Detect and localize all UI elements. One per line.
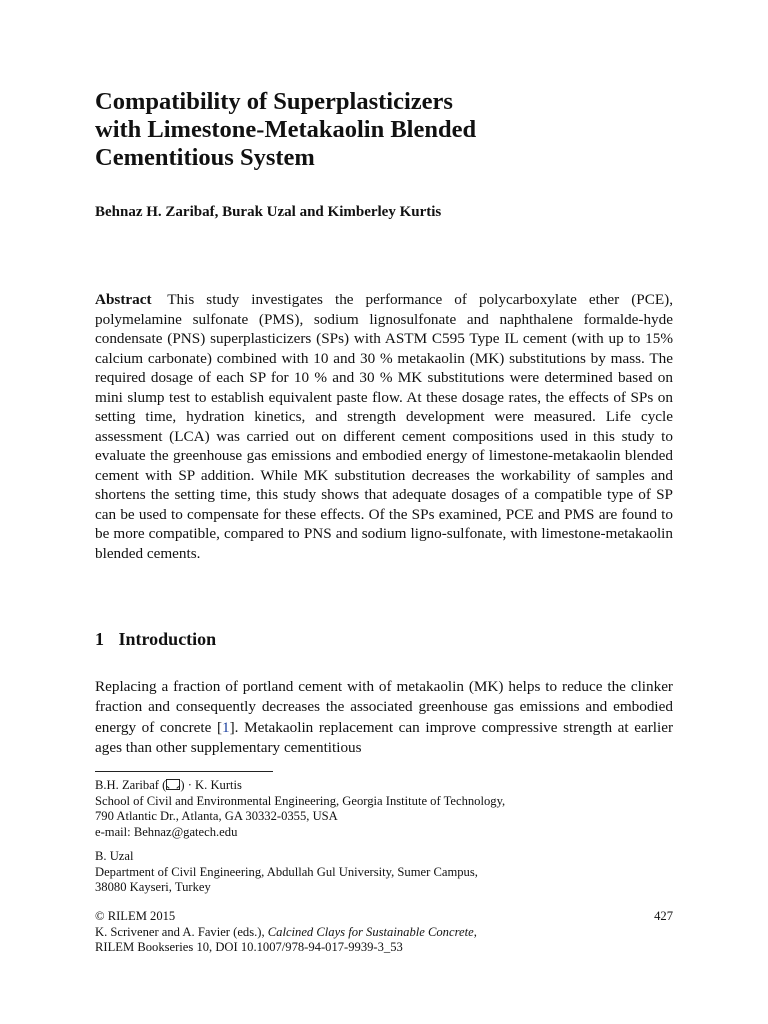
abstract-label: Abstract <box>95 291 152 308</box>
affiliation-1-department: School of Civil and Environmental Engineering, Georgia Institute of Technology, <box>95 793 506 808</box>
affiliation-block-2 <box>95 849 478 896</box>
affiliation-1-authors <box>95 778 505 794</box>
copyright-notice: © RILEM 2015 <box>95 909 176 923</box>
affiliation-1-email: e-mail: Behnaz@gatech.edu <box>95 824 238 839</box>
affiliation-2-author: B. Uzal <box>95 849 134 863</box>
citation-link[interactable]: 1 <box>222 718 230 736</box>
section-title: Introduction <box>118 629 217 649</box>
footnote-divider <box>95 771 273 772</box>
title-line-2: with Limestone-Metakaolin Blended <box>95 116 477 143</box>
title-line-1: Compatibility of Superplasticizers <box>95 88 453 115</box>
affiliation-2-address: 38080 Kayseri, Turkey <box>95 880 211 894</box>
affiliation-2-department: Department of Civil Engineering, Abdullah Gul University, Sumer Campus, <box>95 864 478 879</box>
author-list: Behnaz H. Zaribaf, Burak Uzal and Kimberley Kurtis <box>95 204 442 220</box>
section-heading <box>95 629 216 650</box>
copyright-line <box>95 909 673 925</box>
envelope-icon <box>166 779 180 790</box>
corresponding-author: B.H. Zaribaf ( <box>95 778 167 792</box>
introduction-paragraph <box>95 677 673 758</box>
publication-footer <box>95 909 673 956</box>
intro-text-before-cite: Replacing a fraction of portland cement with of metakaolin (MK) helps to reduce the clinker fraction and consequently decreases the associated greenhouse gas emissions and embodied energy of concrete [ <box>95 678 673 736</box>
intro-text-after-cite: ]. Metakaolin replacement can improve compressive strength at earlier ages than other supplementary cementitious <box>95 718 674 756</box>
corresponding-author-close: ) <box>180 778 185 792</box>
section-number: 1 <box>95 629 104 649</box>
paper-title <box>95 88 655 172</box>
affiliation-1-address: 790 Atlantic Dr., Atlanta, GA 30332-0355, USA <box>95 809 338 823</box>
book-title: Calcined Clays for Sustainable Concrete <box>267 924 474 939</box>
author-separator: · <box>184 778 196 792</box>
title-line-3: Cementitious System <box>95 144 315 171</box>
book-editors-end: , <box>473 924 477 939</box>
affiliation-block-1 <box>95 778 505 840</box>
coauthor: K. Kurtis <box>195 778 242 792</box>
book-series-doi: RILEM Bookseries 10, DOI 10.1007/978-94-017-9939-3_53 <box>95 940 403 954</box>
abstract-text: This study investigates the performance of polycarboxylate ether (PCE), polymelamine sulfonate (PMS), sodium lignosulfonate and naphthalene formalde-hyde condensate (PNS) superplasticizers (SPs) with ASTM C595 Type IL cement (with up to 15% calcium carbonate) combined with 10 and 30 % metakaolin (MK) substitutions by mass. The required dosage of each SP for 10 % and 30 % MK substitutions were determined based on mini slump test to establish equivalent paste flow. At these dosage rates, the effects of SPs on setting time, hydration kinetics, and strength development were measured. Life cycle assessment (LCA) was carried out on different cement compositions used in this study to evaluate the greenhouse gas emissions and embodied energy of limestone-metakaolin blended cement with SP addition. While MK substitution decreases the workability of samples and shortens the setting time, this study shows that adequate dosages of a compatible type of SP can be used to compensate for these effects. Of the SPs examined, PCE and PMS are found to be more compatible, compared to PNS and sodium ligno-sulfonate, with limestone-metakaolin blended cements. <box>95 291 673 562</box>
page-number: 427 <box>654 909 673 923</box>
book-editors: K. Scrivener and A. Favier (eds.), <box>95 924 268 939</box>
book-citation-line <box>95 925 673 941</box>
abstract <box>95 290 673 563</box>
